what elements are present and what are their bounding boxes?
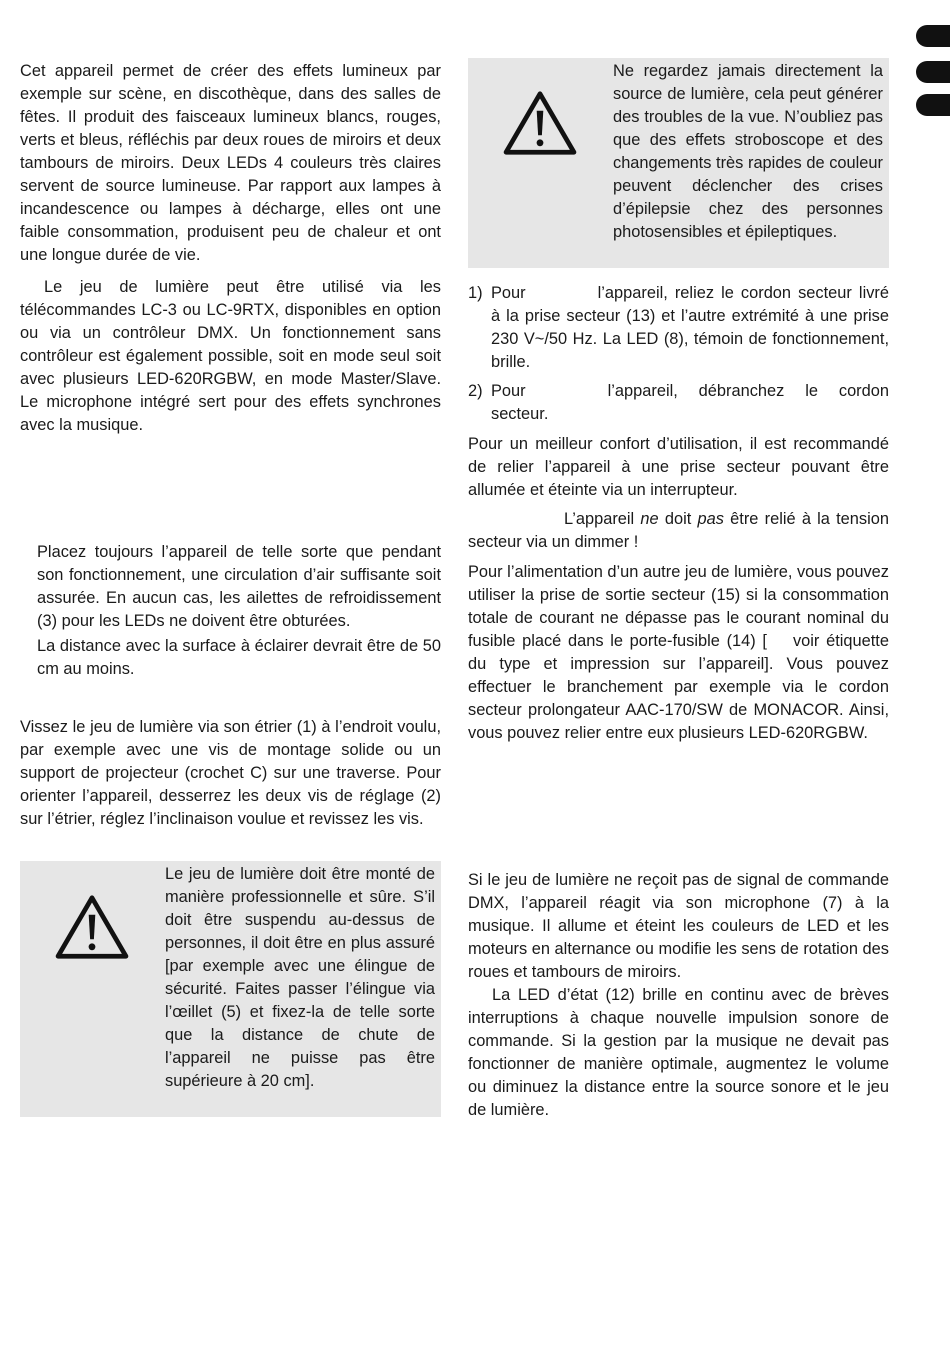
step-text-rest: l’appareil, reliez le cordon secteur livré à la prise secteur (13) et l’autre extrémité à une prise 230 V~/50 Hz. La LED (8), témoin de fonctionnement, brille. [491, 284, 889, 371]
left-column [20, 60, 441, 437]
step-text [491, 282, 889, 374]
dimmer-emphasis-ne: ne [640, 510, 659, 528]
dimmer-text-end: être relié à la tension secteur via un dimmer ! [468, 510, 889, 551]
step-2 [468, 380, 889, 426]
comfort-paragraph-wrap [468, 433, 889, 502]
power-paragraph [468, 561, 889, 745]
step-text-rest: l’appareil, débranchez le cordon secteur. [491, 382, 889, 423]
eye-warning-box [468, 58, 889, 268]
step-text [491, 380, 889, 426]
language-tab-marker [916, 25, 950, 47]
dimmer-paragraph [468, 508, 889, 554]
music-paragraph: Si le jeu de lumière ne reçoit pas de signal de commande DMX, l’appareil réagit via son microphone (7) à la musique. Il allume et éteint les couleurs de LED et les moteurs en alternance ou modifie les sens de rotation des roues et tambours de miroirs. [468, 871, 889, 981]
step-text-start: Pour [491, 284, 526, 302]
placement-item: La distance avec la surface à éclairer devrait être de 50 cm au moins. [37, 637, 441, 678]
mounting-warning-text: Le jeu de lumière doit être monté de manière professionnelle et sûre. S’il doit être suspendu au-dessus de personnes, il doit être en plus assuré [par exemple avec une élingue de sécurité. Faites passer l’élingue via l’œillet (5) et fixez-la de telle sorte que la distance de chute de l’appareil ne puisse pas être supérieure à 20 cm]. [165, 865, 435, 1090]
mounting-paragraph: Vissez le jeu de lumière via son étrier (1) à l’endroit voulu, par exemple avec une vis de montage solide ou un support de projecteur (crochet C) sur une traverse. Pour orienter l’appareil, desserrez les deux vis de réglage (2) sur l’étrier, réglez l’inclinaison voulue et revissez les vis. [20, 718, 441, 828]
step-number: 2) [468, 382, 483, 400]
mounting-paragraph-wrap [20, 716, 441, 831]
warning-triangle-icon [502, 90, 578, 156]
music-paragraph-2: La LED d’état (12) brille en continu avec de brèves interruptions à chaque nouvelle impulsion sonore de commande. Si la gestion par la musique ne devait pas fonctionner de manière optimale, augmentez le volume ou diminuez la distance entre la source sonore et le jeu de lumière. [468, 986, 889, 1119]
dimmer-paragraph-wrap [468, 508, 889, 554]
power-paragraph-wrap [468, 561, 889, 745]
power-text-start: Pour l’alimentation d’un autre jeu de lumière, vous pouvez utiliser la prise de sortie secteur (15) si la consommation totale de courant ne dépasse pas le courant nominal du fusible placé dans le porte-fusible (14) [ [468, 563, 889, 650]
intro-paragraph: Cet appareil permet de créer des effets lumineux par exemple sur scène, en discothèque, dans des salles de fêtes. Il produit des faisceaux lumineux blancs, rouges, verts et bleus, réfléchis par deux roues de miroirs et deux tambours de miroirs. Deux LEDs 4 couleurs très claires servent de source lumineuse. Par rapport aux lampes à incandescence ou lampes à décharge, elles ont une faible consommation, produisent peu de chaleur et ont une longue durée de vie. [20, 62, 441, 264]
mounting-warning-box [20, 861, 441, 1117]
dimmer-text-start: L’appareil [564, 510, 635, 528]
step-number: 1) [468, 284, 483, 302]
language-tab-marker [916, 94, 950, 116]
eye-warning-text: Ne regardez jamais directement la source de lumière, cela peut générer des troubles de la vue. N’oubliez pas que des effets stroboscope et des changements très rapides de couleur peuvent déclencher des crises d’épilepsie chez des personnes photosensibles et épileptiques. [613, 62, 883, 241]
language-tab-marker [916, 61, 950, 83]
dimmer-text-doit: doit [664, 510, 692, 528]
dimmer-emphasis-pas: pas [697, 510, 724, 528]
step-text-start: Pour [491, 382, 526, 400]
comfort-paragraph: Pour un meilleur confort d’utilisation, il est recommandé de relier l’appareil à une prise secteur pouvant être allumée et éteinte via un interrupteur. [468, 435, 889, 499]
step-1 [468, 282, 889, 374]
placement-item: Placez toujours l’appareil de telle sorte que pendant son fonctionnement, une circulation d’air suffisante soit assurée. En aucun cas, les ailettes de refroidissement (3) pour les LEDs ne doivent être obturées. [37, 543, 441, 630]
intro-paragraph-2: Le jeu de lumière peut être utilisé via les télécommandes LC-3 ou LC-9RTX, disponibles en option ou via un contrôleur DMX. Un fonctionnement sans contrôleur est également possible, soit en mode seul soit avec plusieurs LED-620RGBW, en mode Master/Slave. Le microphone intégré sert pour des effets synchrones avec la musique. [20, 278, 441, 434]
music-section [468, 869, 889, 1122]
placement-list [37, 541, 441, 681]
power-text-rest: voir étiquette du type et impression sur l’appareil]. Vous pouvez effectuer le branchement par exemple via le cordon secteur prolongateur AAC-170/SW de MONACOR. Ainsi, vous pouvez relier entre eux plusieurs LED-620RGBW. [468, 632, 889, 742]
warning-triangle-icon [54, 894, 130, 960]
